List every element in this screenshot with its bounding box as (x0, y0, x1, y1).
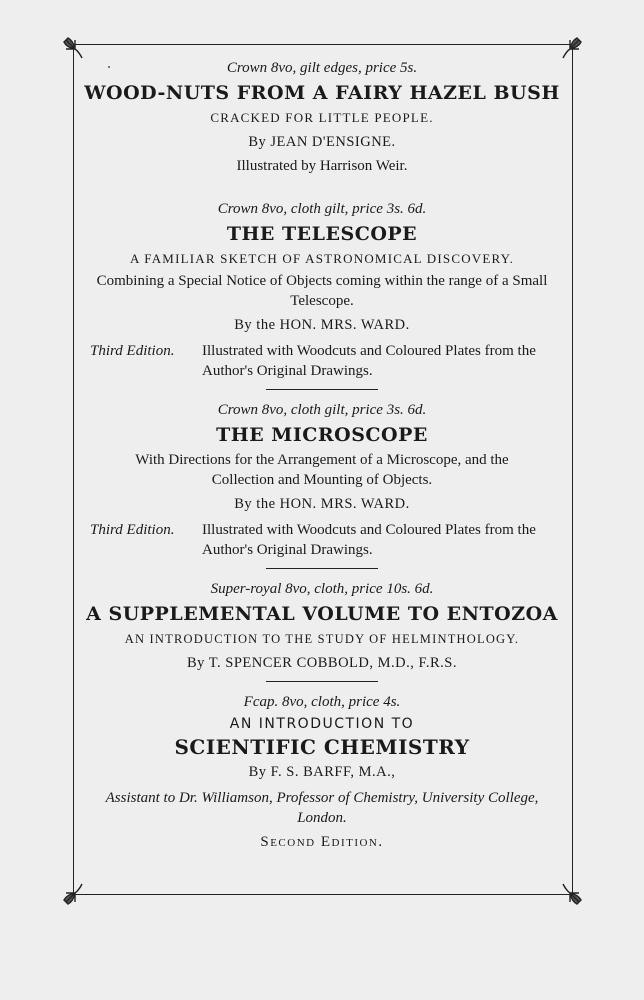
edition-text: Illustrated with Woodcuts and Coloured Plates from the Author's Original Drawings. (202, 343, 536, 379)
book-title: WOOD-NUTS FROM A FAIRY HAZEL BUSH (84, 82, 560, 104)
book-price: Crown 8vo, cloth gilt, price 3s. 6d. (217, 201, 427, 217)
book-title: A SUPPLEMENTAL VOLUME TO ENTOZOA (86, 603, 558, 625)
corner-ornament-icon (557, 880, 583, 906)
edition-label: Third Edition. (90, 522, 175, 538)
book-edition-note (80, 520, 564, 560)
author-affiliation: Assistant to Dr. Williamson, Professor of Chemistry, University College, London. (105, 790, 539, 826)
book-edition-note (80, 341, 564, 381)
book-entry-telescope (80, 199, 564, 381)
book-entry-wood-nuts (80, 58, 564, 176)
edition-text: Illustrated with Woodcuts and Coloured Plates from the Author's Original Drawings. (202, 522, 536, 558)
advertisement-list (80, 58, 564, 856)
book-price: Super-royal 8vo, cloth, price 10s. 6d. (210, 581, 434, 597)
book-subtitle: AN INTRODUCTION TO THE STUDY OF HELMINTHOLOGY. (124, 632, 520, 646)
book-price: Fcap. 8vo, cloth, price 4s. (243, 694, 401, 710)
book-heading: AN INTRODUCTION TO (229, 716, 415, 732)
book-subtitle: A FAMILIAR SKETCH OF ASTRONOMICAL DISCOVERY. (129, 251, 515, 266)
corner-ornament-icon (62, 880, 88, 906)
book-price: Crown 8vo, gilt edges, price 5s. (226, 60, 418, 76)
divider (266, 681, 378, 682)
divider (266, 568, 378, 569)
divider (266, 389, 378, 390)
book-illustrator: Illustrated by Harrison Weir. (236, 158, 408, 174)
book-entry-chemistry (80, 692, 564, 852)
book-description: With Directions for the Arrangement of a Microscope, and the Collection and Mounting of Objects. (135, 452, 509, 488)
book-subtitle: CRACKED FOR LITTLE PEOPLE. (210, 110, 434, 125)
book-author: By the HON. MRS. WARD. (234, 496, 410, 512)
book-author: By the HON. MRS. WARD. (234, 317, 410, 333)
book-title: THE TELESCOPE (226, 223, 418, 245)
book-author: By T. SPENCER COBBOLD, M.D., F.R.S. (186, 655, 457, 671)
book-title: THE MICROSCOPE (216, 424, 428, 446)
book-entry-microscope (80, 400, 564, 560)
book-edition: Second Edition. (260, 834, 384, 850)
book-author: By F. S. BARFF, M.A., (248, 764, 396, 780)
book-price: Crown 8vo, cloth gilt, price 3s. 6d. (217, 402, 427, 418)
edition-label: Third Edition. (90, 343, 175, 359)
book-description: Combining a Special Notice of Objects coming within the range of a Small Telescope. (96, 273, 548, 309)
book-title: SCIENTIFIC CHEMISTRY (174, 735, 470, 759)
book-author: By JEAN D'ENSIGNE. (248, 134, 396, 150)
book-entry-entozoa (80, 579, 564, 673)
